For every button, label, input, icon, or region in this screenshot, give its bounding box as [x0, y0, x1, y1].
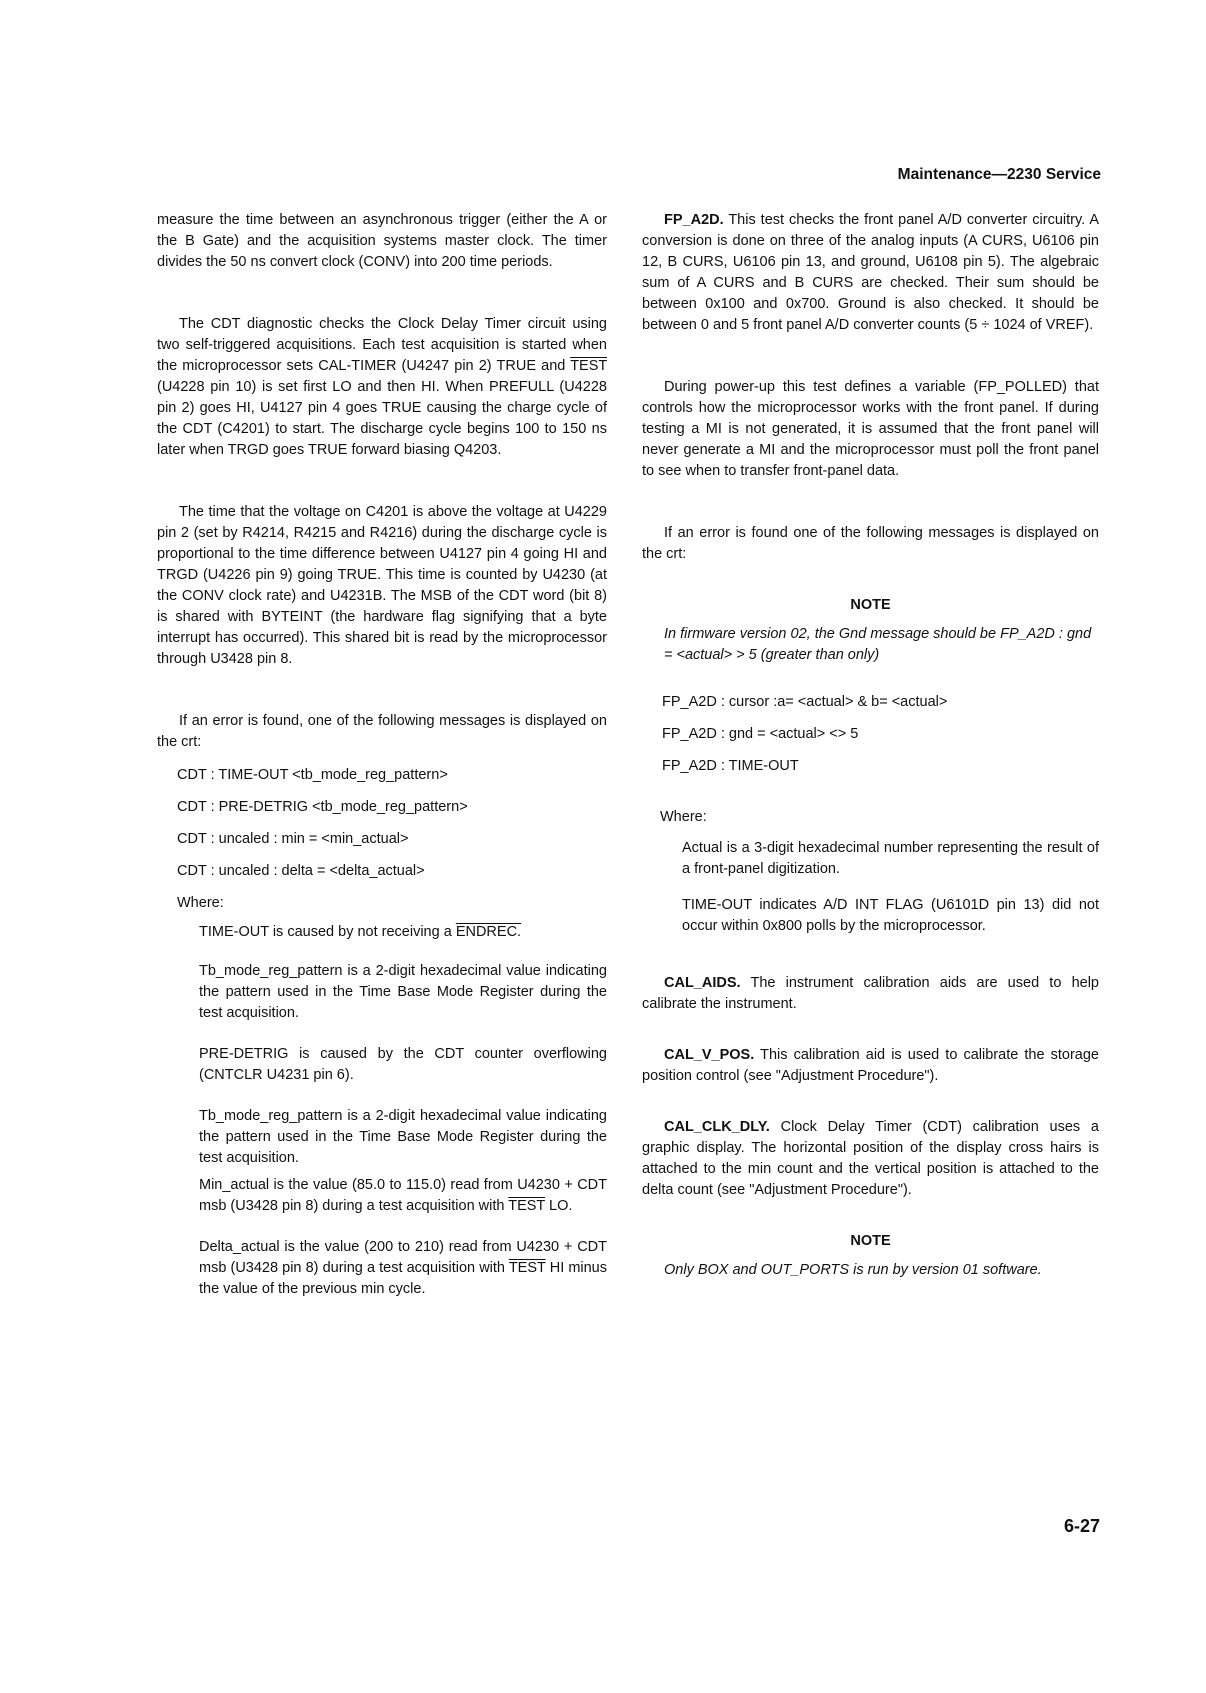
paragraph	[642, 973, 1099, 1015]
paragraph	[157, 314, 607, 461]
paragraph: measure the time between an asynchronous trigger (either the A or the B Gate) and the acquisition systems master clock. The timer divides the 50 ns convert clock (CONV) into 200 time periods.	[157, 212, 607, 270]
paragraph	[642, 1045, 1099, 1087]
definition: Actual is a 3-digit hexadecimal number representing the result of a front-panel digitization.	[682, 840, 1099, 877]
paragraph	[642, 210, 1099, 336]
crt-message: CDT : TIME-OUT <tb_mode_reg_pattern>	[177, 767, 448, 783]
crt-message: CDT : PRE-DETRIG <tb_mode_reg_pattern>	[177, 799, 468, 815]
paragraph	[642, 1117, 1099, 1201]
crt-message: FP_A2D : gnd = <actual> <> 5	[662, 726, 859, 742]
definition: TIME-OUT indicates A/D INT FLAG (U6101D pin 13) did not occur within 0x800 polls by the microprocessor.	[682, 897, 1099, 934]
note-body: Only BOX and OUT_PORTS is run by version 01 software.	[664, 1262, 1042, 1278]
crt-message: FP_A2D : cursor :a= <actual> & b= <actual>	[662, 694, 948, 710]
test-signal-overline: TEST	[508, 1198, 546, 1214]
text-run: TIME-OUT is caused by not receiving a	[199, 924, 456, 940]
note-title: NOTE	[850, 1233, 891, 1249]
crt-message: FP_A2D : TIME-OUT	[662, 758, 799, 774]
text-run: Clock Delay Timer (CDT) calibration uses a graphic display. The horizontal position of the display cross hairs is attached to the min count and the vertical position is attached to the delta count (see "Adjustment Procedure").	[642, 1119, 1099, 1198]
endrec-overline: ENDREC.	[455, 924, 522, 940]
running-header: Maintenance—2230 Service	[897, 166, 1101, 183]
text-run: LO.	[545, 1198, 573, 1214]
paragraph: During power-up this test defines a variable (FP_POLLED) that controls how the microprocessor works with the front panel. If during testing a MI is not generated, it is assumed that the front panel will never generate a MI and the microprocessor must poll the front panel to see when to transfer front-panel data.	[642, 379, 1099, 479]
definition: Tb_mode_reg_pattern is a 2-digit hexadecimal value indicating the pattern used in the Time Base Mode Register during the test acquisition.	[199, 963, 607, 1021]
note-title: NOTE	[850, 597, 891, 613]
section-title: CAL_CLK_DLY.	[664, 1119, 770, 1135]
text-run: HI minus the value of the previous min cycle.	[199, 1260, 607, 1297]
text-run: Min_actual is the value (85.0 to 115.0) read from U4230 + CDT msb (U3428 pin 8) during a test acquisition with	[199, 1177, 607, 1214]
section-title: CAL_AIDS.	[664, 975, 741, 991]
text-run: This calibration aid is used to calibrate the storage position control (see "Adjustment Procedure").	[642, 1047, 1099, 1084]
paragraph: If an error is found one of the following messages is displayed on the crt:	[642, 525, 1099, 562]
right-column	[642, 210, 1099, 1281]
definition: PRE-DETRIG is caused by the CDT counter overflowing (CNTCLR U4231 pin 6).	[199, 1046, 607, 1083]
test-signal-overline: TEST	[570, 358, 607, 374]
paragraph: The time that the voltage on C4201 is above the voltage at U4229 pin 2 (set by R4214, R4215 and R4216) during the discharge cycle is proportional to the time difference between U4127 pin 4 going HI and TRGD (U4226 pin 9) going TRUE. This time is counted by U4230 (at the CONV clock rate) and U4231B. The MSB of the CDT word (bit 8) is shared with BYTEINT (the hardware flag signifying that a byte interrupt has occurred). This shared bit is read by the microprocessor through U3428 pin 8.	[157, 504, 607, 667]
test-signal-overline: TEST	[508, 1260, 546, 1276]
text-run: The instrument calibration aids are used to help calibrate the instrument.	[642, 975, 1099, 1012]
text-run: This test checks the front panel A/D converter circuitry. A conversion is done on three of the analog inputs (A CURS, U6106 pin 12, B CURS, U6106 pin 13, and ground, U6108 pin 5). The algebraic sum of A CURS and B CURS are checked. Their sum should be between 0x100 and 0x700. Ground is also checked. It should be between 0 and 5 front panel A/D converter counts (5 ÷ 1024 of VREF).	[642, 212, 1099, 333]
definition: Tb_mode_reg_pattern is a 2-digit hexadecimal value indicating the pattern used in the Time Base Mode Register during the test acquisition.	[199, 1108, 607, 1166]
crt-message: CDT : uncaled : min = <min_actual>	[177, 831, 409, 847]
paragraph: If an error is found, one of the following messages is displayed on the crt:	[157, 713, 607, 750]
section-title: FP_A2D.	[664, 212, 724, 228]
definition	[199, 1237, 607, 1300]
page-number: 6-27	[1063, 1516, 1100, 1536]
text-run: Delta_actual is the value (200 to 210) read from U4230 + CDT msb (U3428 pin 8) during a test acquisition with	[199, 1239, 607, 1276]
where-label: Where:	[177, 895, 224, 911]
definition	[199, 1175, 607, 1217]
text-run: The CDT diagnostic checks the Clock Delay Timer circuit using two self-triggered acquisitions. Each test acquisition is started when the microprocessor sets CAL-TIMER (U4247 pin 2) TRUE and	[157, 316, 607, 374]
text-run: (U4228 pin 10) is set first LO and then HI. When PREFULL (U4228 pin 2) goes HI, U4127 pin 4 goes TRUE causing the charge cycle of the CDT (C4201) to start. The discharge cycle begins 100 to 150 ns later when TRGD goes TRUE forward biasing Q4203.	[157, 379, 607, 458]
left-column	[157, 210, 607, 1320]
section-title: CAL_V_POS.	[664, 1047, 755, 1063]
definition	[199, 922, 607, 943]
where-label: Where:	[660, 809, 707, 825]
note-body: In firmware version 02, the Gnd message should be FP_A2D : gnd = <actual> > 5 (greater than only)	[664, 626, 1092, 663]
crt-message: CDT : uncaled : delta = <delta_actual>	[177, 863, 425, 879]
